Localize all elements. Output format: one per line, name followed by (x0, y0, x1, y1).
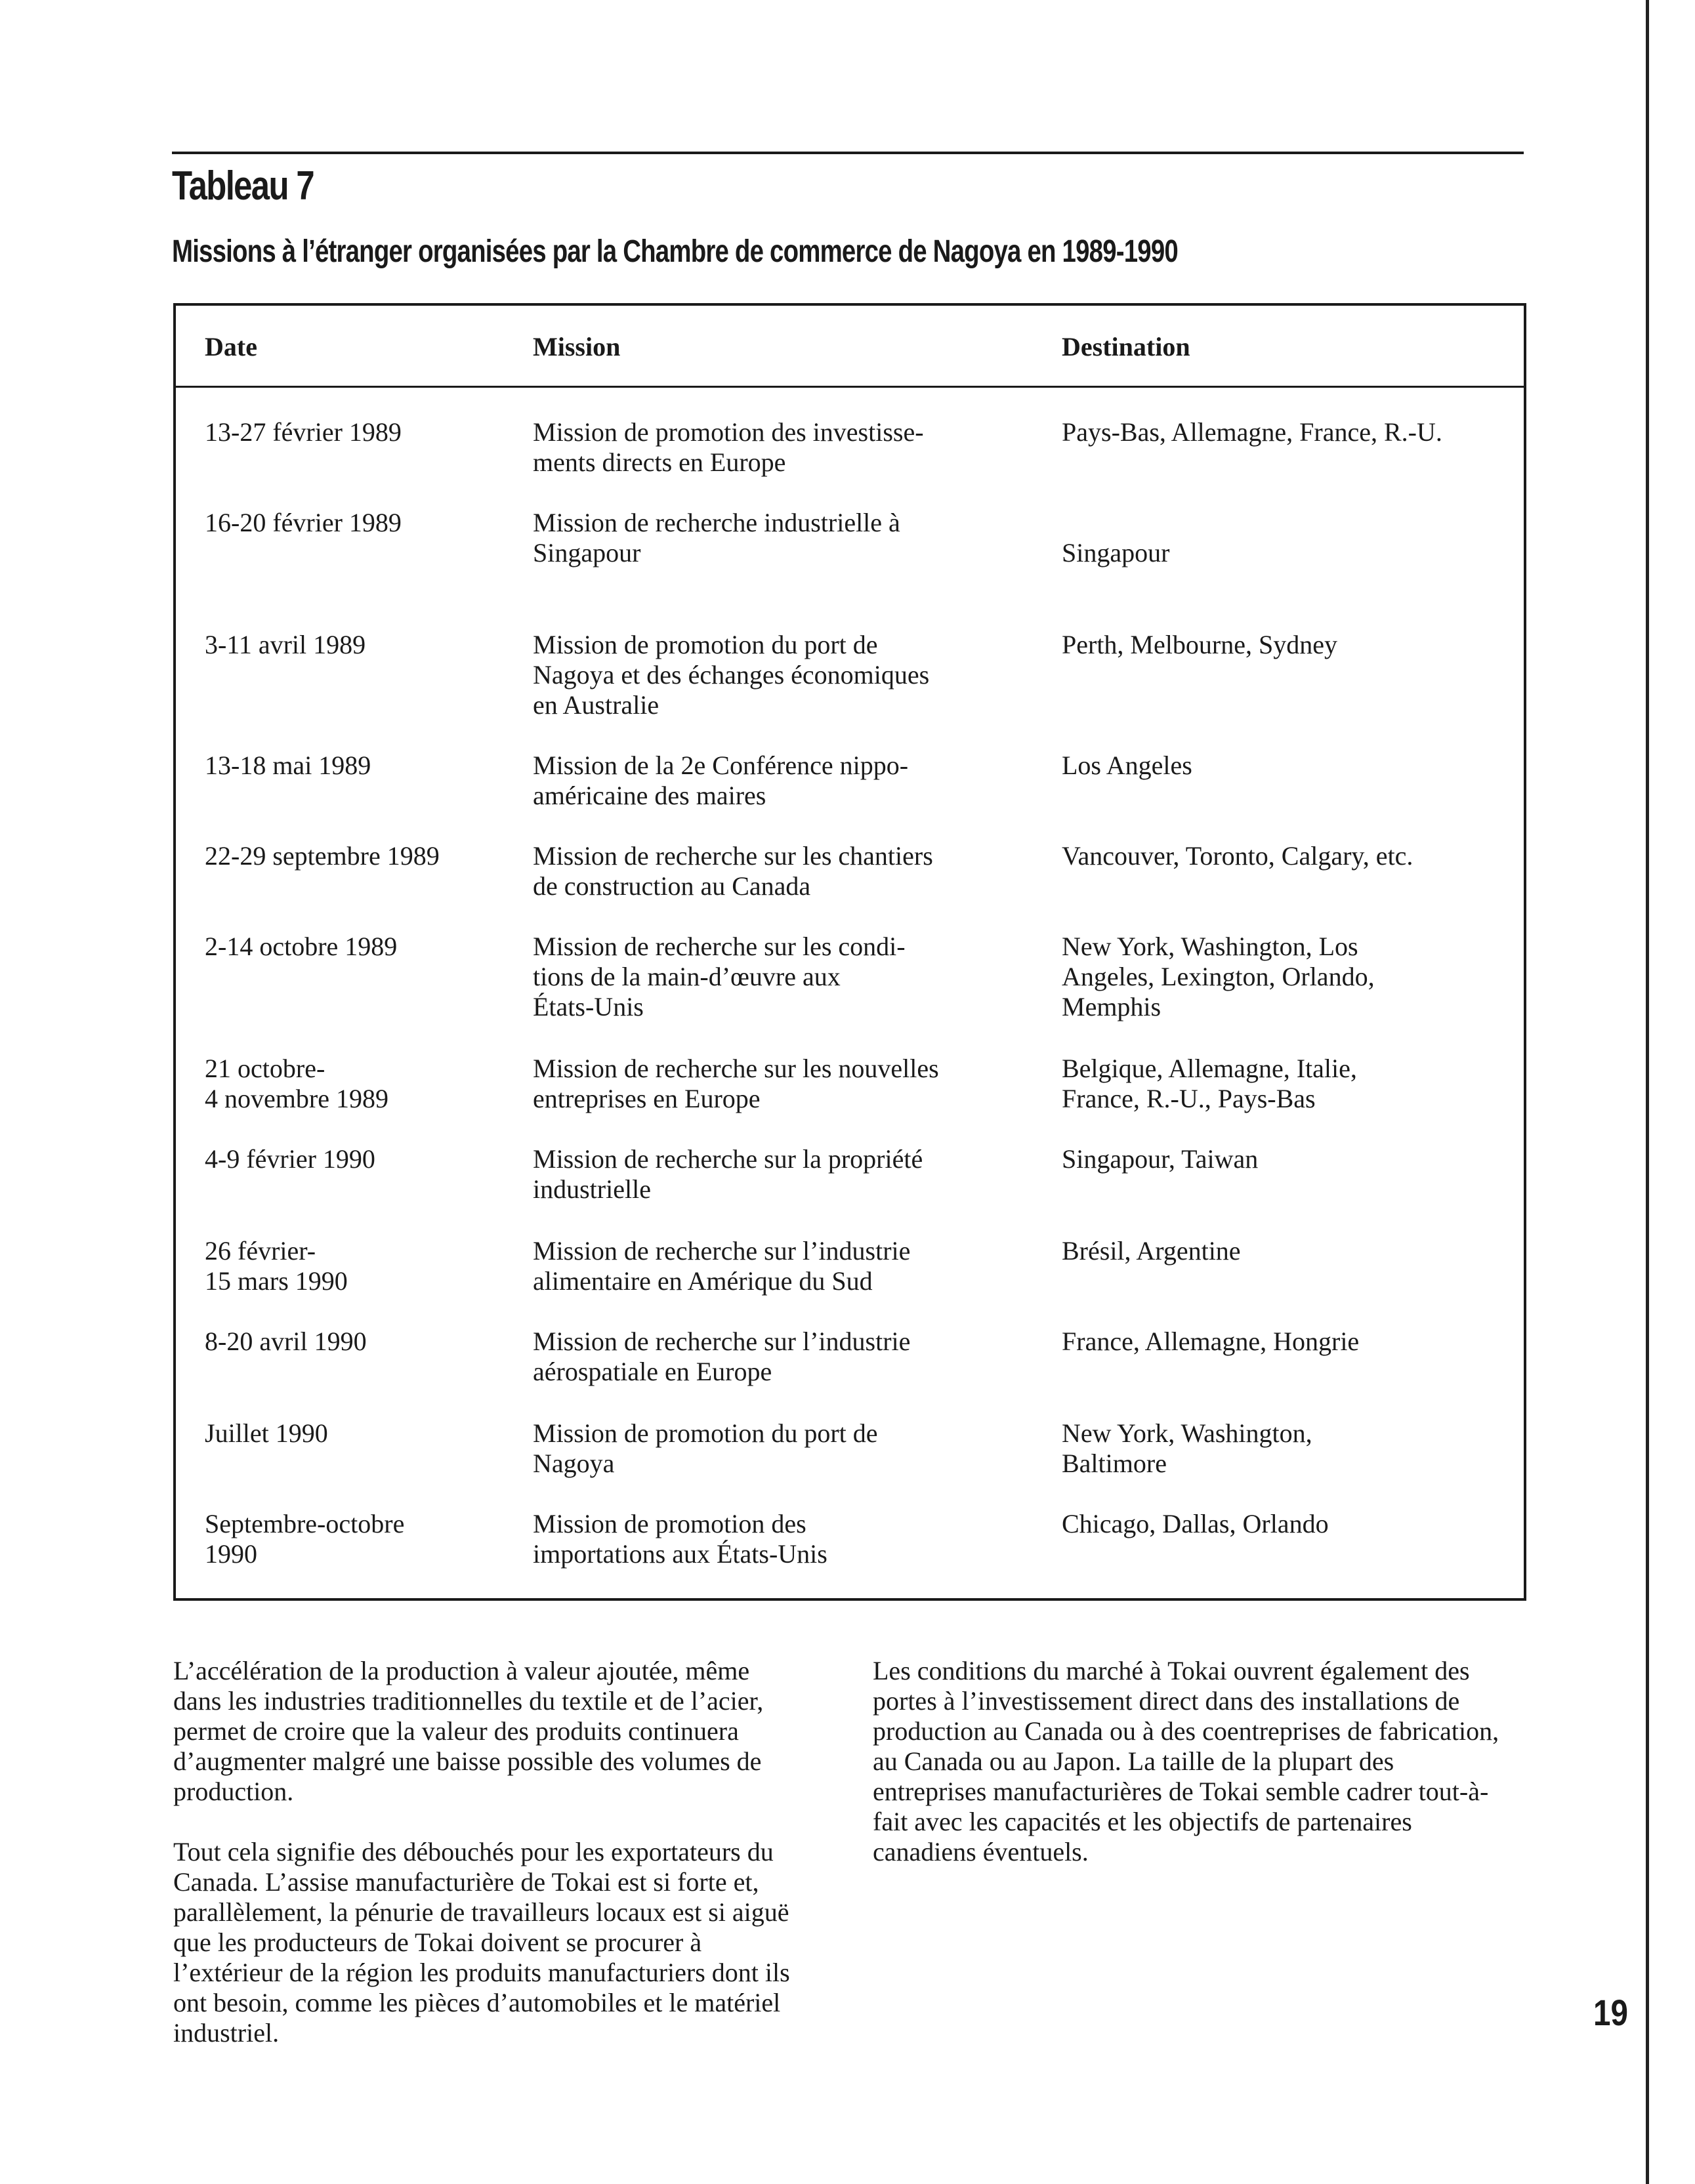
cell-mission: Mission de recherche sur les chantiers de construction au Canada (533, 841, 933, 901)
page-edge-line (1646, 0, 1649, 2184)
cell-date: 8-20 avril 1990 (205, 1327, 367, 1356)
cell-destination: New York, Washington, Baltimore (1062, 1418, 1312, 1478)
cell-destination: France, Allemagne, Hongrie (1062, 1327, 1360, 1356)
cell-date: 2-14 octobre 1989 (205, 932, 398, 961)
cell-date: 3-11 avril 1989 (205, 630, 366, 659)
cell-date: 13-27 février 1989 (205, 417, 402, 447)
cell-destination: Brésil, Argentine (1062, 1236, 1241, 1266)
table-label: Tableau 7 (172, 163, 314, 209)
cell-date: 22-29 septembre 1989 (205, 841, 440, 871)
cell-mission: Mission de promotion du port de Nagoya et des échanges économiques en Australie (533, 630, 930, 720)
cell-mission: Mission de recherche sur l’industrie aérospatiale en Europe (533, 1327, 911, 1386)
cell-destination: Belgique, Allemagne, Italie, France, R.-U., Pays-Bas (1062, 1054, 1357, 1113)
cell-date: 21 octobre- 4 novembre 1989 (205, 1054, 388, 1113)
cell-destination: Los Angeles (1062, 751, 1192, 780)
cell-mission: Mission de recherche sur les condi- tions de la main-d’œuvre aux États-Unis (533, 932, 906, 1021)
cell-mission: Mission de promotion du port de Nagoya (533, 1418, 878, 1478)
cell-destination: Vancouver, Toronto, Calgary, etc. (1062, 841, 1413, 871)
header-destination: Destination (1062, 332, 1190, 361)
header-mission: Mission (533, 332, 621, 361)
cell-destination: Chicago, Dallas, Orlando (1062, 1509, 1329, 1538)
body-right-column (873, 1656, 1503, 1897)
cell-mission: Mission de promotion des investisse- ments directs en Europe (533, 417, 924, 477)
cell-mission: Mission de la 2e Conférence nippo- américaine des maires (533, 751, 909, 810)
cell-mission: Mission de promotion des importations aux États-Unis (533, 1509, 827, 1569)
page-number: 19 (1593, 1992, 1628, 2033)
body-paragraph: Les conditions du marché à Tokai ouvrent également des portes à l’investissement direct dans des installations de production au Canada ou à des coentreprises de fabrication, au Canada ou au Japon. La taille de la plupart des entreprises manufacturières de Tokai semble cadrer tout-à-fait avec les capacités et les objectifs de partenaires canadiens éventuels. (873, 1656, 1499, 1866)
table-header-rule (173, 386, 1526, 388)
body-left-column (173, 1656, 803, 2078)
cell-destination: New York, Washington, Los Angeles, Lexington, Orlando, Memphis (1062, 932, 1375, 1021)
cell-date: 26 février- 15 mars 1990 (205, 1236, 348, 1296)
cell-mission: Mission de recherche sur les nouvelles entreprises en Europe (533, 1054, 939, 1113)
top-rule (172, 152, 1524, 154)
cell-destination: Pays-Bas, Allemagne, France, R.-U. (1062, 417, 1442, 447)
cell-destination: Perth, Melbourne, Sydney (1062, 630, 1337, 659)
body-paragraph: Tout cela signifie des débouchés pour les exportateurs du Canada. L’assise manufacturière de Tokai est si forte et, parallèlement, la pénurie de travailleurs locaux est si aiguë que les producteurs de Tokai doivent se procurer à l’extérieur de la région les produits manufacturiers dont ils ont besoin, comme les pièces d’automobiles et le matériel industriel. (173, 1837, 790, 2048)
body-paragraph: L’accélération de la production à valeur ajoutée, même dans les industries traditionnelles du textile et de l’acier, permet de croire que la valeur des produits continuera d’augmenter malgré une baisse possible des volumes de production. (173, 1656, 764, 1806)
cell-mission: Mission de recherche industrielle à Singapour (533, 508, 900, 567)
cell-mission: Mission de recherche sur l’industrie alimentaire en Amérique du Sud (533, 1236, 911, 1296)
cell-date: 4-9 février 1990 (205, 1144, 375, 1174)
cell-destination: Singapour, Taiwan (1062, 1144, 1259, 1174)
cell-date: Septembre-octobre 1990 (205, 1509, 405, 1569)
header-date: Date (205, 332, 257, 361)
cell-destination: Singapour (1062, 538, 1170, 567)
cell-date: Juillet 1990 (205, 1418, 328, 1448)
cell-mission: Mission de recherche sur la propriété industrielle (533, 1144, 923, 1204)
cell-date: 13-18 mai 1989 (205, 751, 371, 780)
cell-date: 16-20 février 1989 (205, 508, 402, 537)
table-caption: Missions à l’étranger organisées par la Chambre de commerce de Nagoya en 1989-1990 (172, 234, 1178, 269)
